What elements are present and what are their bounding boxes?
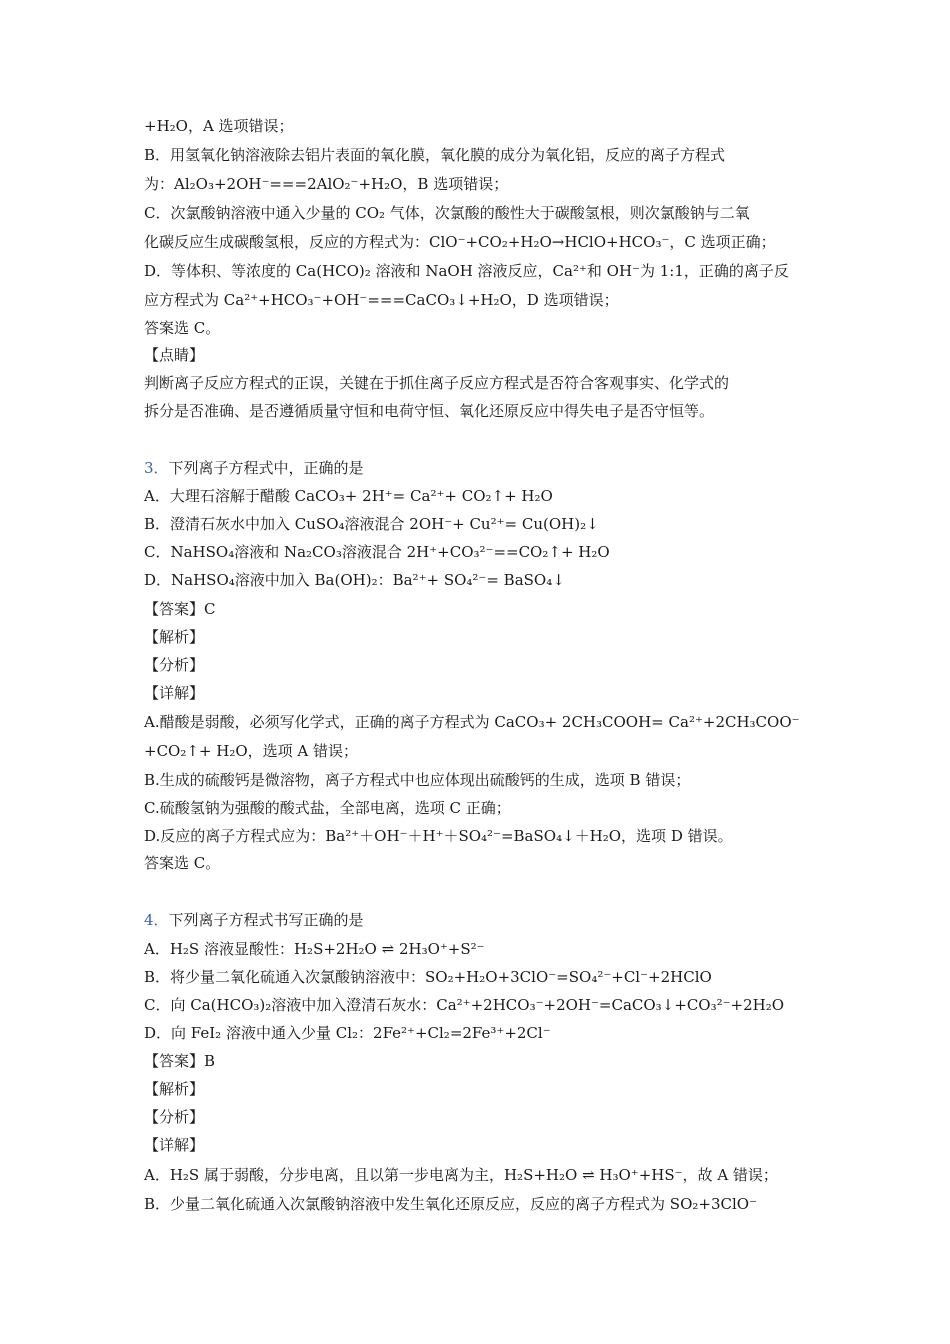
text-line: +CO₂↑+ H₂O，选项 A 错误； xyxy=(144,742,359,760)
text-line: A．H₂S 属于弱酸，分步电离，且以第一步电离为主，H₂S+H₂O ⇌ H₃O⁺+HS⁻，故 A 错误； xyxy=(144,1166,778,1184)
text-line: 答案选 C。 xyxy=(144,854,221,872)
answer-heading: 【答案】B xyxy=(144,1052,216,1070)
answer-heading: 【答案】C xyxy=(144,600,216,618)
section-heading: 【详解】 xyxy=(144,1136,205,1154)
section-heading: 【解析】 xyxy=(144,628,205,646)
text-line: C．次氯酸钠溶液中通入少量的 CO₂ 气体，次氯酸的酸性大于碳酸氢根，则次氯酸钠与二氧 xyxy=(144,204,750,222)
option-c: C．NaHSO₄溶液和 Na₂CO₃溶液混合 2H⁺+CO₃²⁻==CO₂↑+ H₂O xyxy=(144,543,610,561)
text-line: D．等体积、等浓度的 Ca(HCO)₂ 溶液和 NaOH 溶液反应，Ca²⁺和 OH⁻为 1:1，正确的离子反 xyxy=(144,262,789,280)
text-line: D.反应的离子方程式应为：Ba²⁺＋OH⁻＋H⁺＋SO₄²⁻=BaSO₄↓＋H₂O，选项 D 错误。 xyxy=(144,827,733,845)
question-3-stem: 3．下列离子方程式中，正确的是 xyxy=(144,459,364,477)
text-line: C.硫酸氢钠为强酸的酸式盐，全部电离，选项 C 正确； xyxy=(144,799,511,817)
section-heading: 【点睛】 xyxy=(144,346,205,364)
text-line: 拆分是否准确、是否遵循质量守恒和电荷守恒、氧化还原反应中得失电子是否守恒等。 xyxy=(144,402,715,420)
text-line: 化碳反应生成碳酸氢根，反应的方程式为：ClO⁻+CO₂+H₂O→HClO+HCO₃⁻，C 选项正确； xyxy=(144,233,776,251)
text-line: +H₂O，A 选项错误； xyxy=(144,117,294,135)
question-4-stem: 4．下列离子方程式书写正确的是 xyxy=(144,911,364,929)
option-d: D．向 FeI₂ 溶液中通入少量 Cl₂：2Fe²⁺+Cl₂=2Fe³⁺+2Cl⁻ xyxy=(144,1024,551,1042)
section-heading: 【详解】 xyxy=(144,684,205,702)
text-line: 判断离子反应方程式的正误，关键在于抓住离子反应方程式是否符合客观事实、化学式的 xyxy=(144,374,730,392)
text-line: B．用氢氧化钠溶液除去铝片表面的氧化膜，氧化膜的成分为氧化铝，反应的离子方程式 xyxy=(144,146,726,164)
option-b: B．澄清石灰水中加入 CuSO₄溶液混合 2OH⁻+ Cu²⁺= Cu(OH)₂↓ xyxy=(144,515,599,533)
question-number: 3． xyxy=(144,459,169,477)
option-d: D．NaHSO₄溶液中加入 Ba(OH)₂：Ba²⁺+ SO₄²⁻= BaSO₄↓ xyxy=(144,571,565,589)
section-heading: 【分析】 xyxy=(144,656,205,674)
option-b: B．将少量二氧化硫通入次氯酸钠溶液中：SO₂+H₂O+3ClO⁻=SO₄²⁻+Cl⁻+2HClO xyxy=(144,968,712,986)
text-line: B．少量二氧化硫通入次氯酸钠溶液中发生氧化还原反应，反应的离子方程式为 SO₂+3ClO⁻ xyxy=(144,1195,757,1213)
option-c: C．向 Ca(HCO₃)₂溶液中加入澄清石灰水：Ca²⁺+2HCO₃⁻+2OH⁻=CaCO₃↓+CO₃²⁻+2H₂O xyxy=(144,996,785,1014)
section-heading: 【分析】 xyxy=(144,1108,205,1126)
text-line: B.生成的硫酸钙是微溶物，离子方程式中也应体现出硫酸钙的生成，选项 B 错误； xyxy=(144,771,691,789)
text-line: A.醋酸是弱酸，必须写化学式，正确的离子方程式为 CaCO₃+ 2CH₃COOH= Ca²⁺+2CH₃COO⁻ xyxy=(144,713,800,731)
option-a: A．大理石溶解于醋酸 CaCO₃+ 2H⁺= Ca²⁺+ CO₂↑+ H₂O xyxy=(144,487,553,505)
text-line: 答案选 C。 xyxy=(144,319,221,337)
section-heading: 【解析】 xyxy=(144,1080,205,1098)
option-a: A．H₂S 溶液显酸性：H₂S+2H₂O ⇌ 2H₃O⁺+S²⁻ xyxy=(144,940,485,958)
text-line: 为：Al₂O₃+2OH⁻===2AlO₂⁻+H₂O，B 选项错误； xyxy=(144,175,509,193)
text-line: 应方程式为 Ca²⁺+HCO₃⁻+OH⁻===CaCO₃↓+H₂O，D 选项错误； xyxy=(144,291,619,309)
question-number: 4． xyxy=(144,911,169,929)
